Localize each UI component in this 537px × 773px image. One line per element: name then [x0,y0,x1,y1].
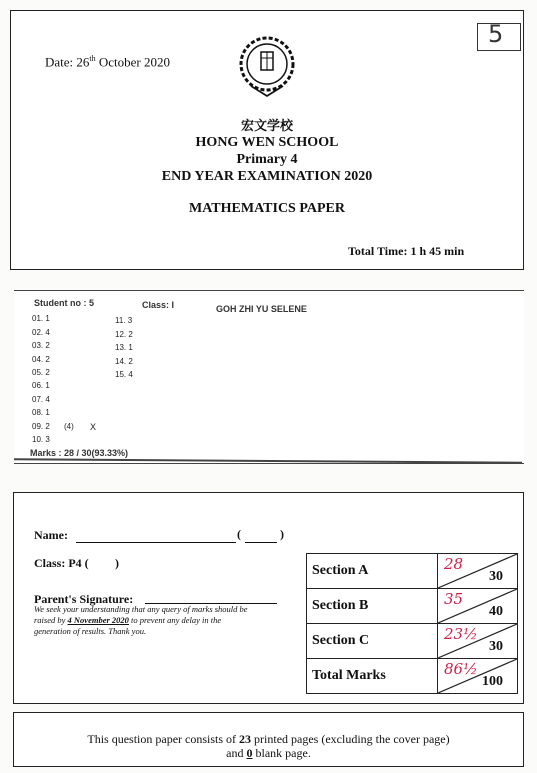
note-line-2 [34,615,304,626]
pages-line-1-pre: This question paper consists of [87,732,240,746]
pages-line-2-post: blank page. [252,746,311,760]
total-score: 86½ [443,660,478,678]
school-name-cn: 宏文学校 [240,119,293,134]
answer-14: 14. 2 [115,357,133,366]
answer-9-wrong-mark: X [90,422,97,432]
section-a-label: Section A [307,554,438,589]
answer-6: 06. 1 [32,381,50,390]
date-rest: October 2020 [95,54,171,70]
answer-slip [14,290,524,464]
section-a-cell [437,554,517,589]
score-row-b [307,589,518,624]
footer-box [13,712,524,767]
section-b-total: 40 [489,604,503,619]
exam-title: END YEAR EXAMINATION 2020 [161,169,373,184]
answer-8: 08. 1 [32,408,50,417]
note-line-1: We seek your understanding that any query of marks should be [34,604,248,614]
paper-title: MATHEMATICS PAPER [189,201,345,216]
index-underline [245,542,277,543]
cover-box [10,10,524,270]
date-text: Date: 26 [45,54,90,70]
level-text: Primary 4 [236,152,298,167]
note-line-3: generation of results. Thank you. [34,626,147,636]
school-logo-icon [239,34,295,98]
student-name: GOH ZHI YU SELENE [216,304,307,314]
section-c-total: 30 [489,639,503,654]
pages-line-2-pre: and [226,746,247,760]
name-underline [76,542,236,543]
name-label: Name: [34,528,68,542]
score-row-a [307,554,518,589]
score-table [306,553,518,694]
section-c-cell [437,624,517,659]
pages-line-1 [14,732,523,747]
section-b-label: Section B [307,589,438,624]
section-b-cell [437,589,517,624]
blank-pages-count: 0 [246,746,253,760]
answer-9-note: (4) [64,422,74,431]
score-row-total [307,659,518,694]
answer-9: 09. 2 [32,422,50,431]
answer-7: 07. 4 [32,395,50,404]
answer-5: 05. 2 [32,368,50,377]
pages-line-1-post: printed pages (excluding the cover page) [251,732,450,746]
answer-12: 12. 2 [115,330,133,339]
note-line-2-pre: raised by [34,615,68,625]
signature-label: Parent's Signature: [34,592,134,606]
section-b-score: 35 [443,590,464,608]
section-a-score: 28 [443,555,464,573]
total-max: 100 [482,674,503,689]
total-time: Total Time: 1 h 45 min [348,244,465,258]
name-paren-open: ( [237,527,241,541]
total-marks-label: Total Marks [307,659,438,694]
student-no: Student no : 5 [34,298,94,308]
page-tag: 5 [488,20,504,48]
section-a-total: 30 [489,569,503,584]
class-label: Class: P4 ( [34,556,89,570]
marks-summary: Marks : 28 / 30(93.33%) [30,448,129,458]
date-sup: th [89,54,96,63]
section-c-score: 23½ [443,625,478,643]
score-row-c [307,624,518,659]
query-note [34,604,304,637]
answer-2: 02. 4 [32,328,50,337]
name-paren-close: ) [280,527,284,541]
answer-13: 13. 1 [115,343,133,352]
school-name-en: HONG WEN SCHOOL [195,135,339,150]
total-marks-cell [437,659,517,694]
page-tag-box [477,20,521,51]
answer-3: 03. 2 [32,341,50,350]
answer-4: 04. 2 [32,355,50,364]
pages-line-2 [14,746,523,761]
answer-15: 15. 4 [115,370,133,379]
answer-11: 11. 3 [115,316,133,325]
printed-pages-count: 23 [239,732,252,746]
class-text: Class: I [142,300,175,310]
exam-date [45,54,170,70]
note-deadline: 4 November 2020 [67,615,129,625]
class-paren-close: ) [115,556,119,570]
note-line-2-post: to prevent any delay in the [128,615,222,625]
answer-1: 01. 1 [32,314,50,323]
section-c-label: Section C [307,624,438,659]
answer-10: 10. 3 [32,435,50,444]
